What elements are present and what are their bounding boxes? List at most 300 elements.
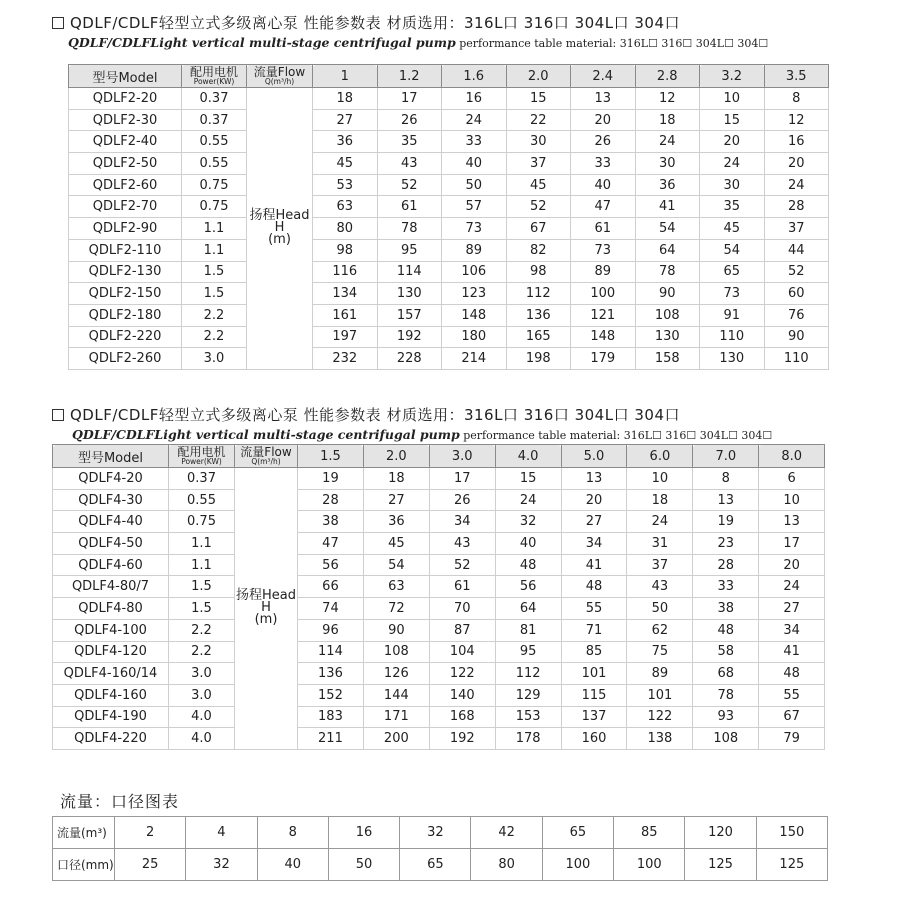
flow-value-header: 1.5	[298, 445, 364, 468]
head-value-cell: 13	[561, 468, 627, 490]
table-row	[69, 174, 829, 196]
head-value-cell: 55	[561, 598, 627, 620]
power-cell: 1.5	[169, 576, 235, 598]
head-value-cell: 90	[635, 283, 700, 305]
model-cell: QDLF2-260	[69, 348, 182, 370]
head-value-cell: 130	[377, 283, 442, 305]
power-cell: 2.2	[169, 619, 235, 641]
head-value-cell: 93	[693, 706, 759, 728]
table-row	[69, 196, 829, 218]
head-value-cell: 41	[635, 196, 700, 218]
table-row	[53, 598, 825, 620]
head-value-cell: 122	[627, 706, 693, 728]
table-row	[53, 706, 825, 728]
head-value-cell: 81	[495, 619, 561, 641]
head-value-cell: 56	[298, 554, 364, 576]
table2-title-text: QDLF/CDLF轻型立式多级离心泵 性能参数表 材质选用：316L口 316口 304L口 304口	[70, 406, 680, 424]
table1-body	[69, 88, 829, 370]
head-value-cell: 122	[429, 663, 495, 685]
model-cell: QDLF2-150	[69, 283, 182, 305]
model-cell: QDLF4-50	[53, 533, 169, 555]
table-row	[53, 619, 825, 641]
table2	[52, 444, 825, 750]
model-cell: QDLF2-20	[69, 88, 182, 110]
caliber-value-cell: 125	[756, 849, 827, 881]
head-value-cell: 110	[764, 348, 829, 370]
table2-title-cn	[52, 404, 842, 425]
caliber-row-label: 口径(mm)	[53, 849, 115, 881]
head-value-cell: 78	[377, 218, 442, 240]
head-value-cell: 65	[700, 261, 765, 283]
flow-value-header: 1.6	[442, 65, 507, 88]
head-value-cell: 67	[506, 218, 571, 240]
flow-header: 流量Flow Q(m³/h)	[235, 445, 298, 468]
head-value-cell: 114	[298, 641, 364, 663]
head-value-cell: 112	[506, 283, 571, 305]
flow-caliber-title: 流量：口径图表	[60, 792, 180, 811]
table-row	[53, 684, 825, 706]
head-value-cell: 126	[363, 663, 429, 685]
head-value-cell: 68	[693, 663, 759, 685]
head-value-cell: 200	[363, 728, 429, 750]
table1-title-cn	[52, 12, 842, 33]
head-value-cell: 8	[764, 88, 829, 110]
head-value-cell: 17	[377, 88, 442, 110]
power-cell: 1.1	[182, 239, 247, 261]
caliber-value-cell: 25	[115, 849, 186, 881]
head-value-cell: 34	[759, 619, 825, 641]
head-value-cell: 108	[363, 641, 429, 663]
table-row	[69, 218, 829, 240]
power-cell: 2.2	[169, 641, 235, 663]
head-value-cell: 74	[298, 598, 364, 620]
power-cell: 0.75	[182, 196, 247, 218]
head-value-cell: 27	[561, 511, 627, 533]
table1-title-en	[52, 35, 842, 50]
head-value-cell: 64	[495, 598, 561, 620]
power-cell: 1.1	[169, 533, 235, 555]
head-value-cell: 148	[571, 326, 636, 348]
head-value-cell: 18	[363, 468, 429, 490]
model-cell: QDLF4-80/7	[53, 576, 169, 598]
power-cell: 2.2	[182, 304, 247, 326]
model-cell: QDLF4-30	[53, 489, 169, 511]
head-value-cell: 27	[313, 109, 378, 131]
table1-section	[52, 12, 842, 50]
head-value-cell: 90	[764, 326, 829, 348]
model-cell: QDLF4-80	[53, 598, 169, 620]
head-value-cell: 161	[313, 304, 378, 326]
head-value-cell: 70	[429, 598, 495, 620]
table-row	[53, 511, 825, 533]
power-cell: 3.0	[169, 684, 235, 706]
head-value-cell: 38	[693, 598, 759, 620]
flow-value-header: 2.4	[571, 65, 636, 88]
head-value-cell: 100	[571, 283, 636, 305]
head-value-cell: 33	[571, 153, 636, 175]
table2-title-en-rest: performance table material: 316L☐ 316☐ 304L☐ 304☐	[459, 429, 773, 442]
head-value-cell: 148	[442, 304, 507, 326]
head-value-cell: 58	[693, 641, 759, 663]
head-value-cell: 80	[313, 218, 378, 240]
head-value-cell: 45	[506, 174, 571, 196]
head-value-cell: 96	[298, 619, 364, 641]
head-value-cell: 18	[313, 88, 378, 110]
flow-value-cell: 42	[471, 817, 542, 849]
head-value-cell: 89	[571, 261, 636, 283]
head-value-cell: 33	[693, 576, 759, 598]
flow-row	[53, 817, 828, 849]
head-value-cell: 20	[561, 489, 627, 511]
head-label-cell	[247, 88, 313, 370]
flow-value-cell: 16	[328, 817, 399, 849]
model-cell: QDLF2-220	[69, 326, 182, 348]
head-value-cell: 232	[313, 348, 378, 370]
head-value-cell: 38	[298, 511, 364, 533]
model-cell: QDLF4-160/14	[53, 663, 169, 685]
flow-value-header: 5.0	[561, 445, 627, 468]
head-value-cell: 20	[764, 153, 829, 175]
head-value-cell: 52	[506, 196, 571, 218]
model-cell: QDLF2-110	[69, 239, 182, 261]
head-value-cell: 30	[506, 131, 571, 153]
head-value-cell: 89	[442, 239, 507, 261]
power-cell: 4.0	[169, 706, 235, 728]
power-cell: 0.55	[182, 153, 247, 175]
caliber-value-cell: 100	[542, 849, 613, 881]
head-value-cell: 104	[429, 641, 495, 663]
head-value-cell: 52	[377, 174, 442, 196]
head-value-cell: 67	[759, 706, 825, 728]
table-row	[69, 88, 829, 110]
head-value-cell: 45	[700, 218, 765, 240]
head-value-cell: 228	[377, 348, 442, 370]
caliber-value-cell: 50	[328, 849, 399, 881]
head-value-cell: 168	[429, 706, 495, 728]
head-value-cell: 17	[429, 468, 495, 490]
caliber-row	[53, 849, 828, 881]
head-value-cell: 114	[377, 261, 442, 283]
table1-title-en-rest: performance table material: 316L☐ 316☐ 304L☐ 304☐	[455, 37, 769, 50]
flow-value-header: 7.0	[693, 445, 759, 468]
power-cell: 1.1	[182, 218, 247, 240]
model-header: 型号Model	[53, 445, 169, 468]
head-value-cell: 101	[627, 684, 693, 706]
head-value-cell: 30	[700, 174, 765, 196]
head-value-cell: 62	[627, 619, 693, 641]
head-value-cell: 48	[759, 663, 825, 685]
head-value-cell: 73	[700, 283, 765, 305]
head-value-cell: 48	[693, 619, 759, 641]
table-row	[69, 261, 829, 283]
head-value-cell: 130	[700, 348, 765, 370]
checkbox-icon	[52, 17, 64, 29]
head-value-cell: 137	[561, 706, 627, 728]
head-value-cell: 115	[561, 684, 627, 706]
head-value-cell: 43	[377, 153, 442, 175]
head-value-cell: 27	[363, 489, 429, 511]
head-value-cell: 183	[298, 706, 364, 728]
head-value-cell: 41	[561, 554, 627, 576]
table1	[68, 64, 829, 370]
head-value-cell: 23	[693, 533, 759, 555]
head-value-cell: 15	[700, 109, 765, 131]
model-cell: QDLF4-190	[53, 706, 169, 728]
flow-value-header: 1.2	[377, 65, 442, 88]
flow-value-header: 4.0	[495, 445, 561, 468]
head-value-cell: 130	[635, 326, 700, 348]
head-value-cell: 52	[764, 261, 829, 283]
table-row	[53, 728, 825, 750]
head-value-cell: 20	[759, 554, 825, 576]
head-value-cell: 24	[495, 489, 561, 511]
table-row	[69, 283, 829, 305]
model-cell: QDLF2-70	[69, 196, 182, 218]
caliber-value-cell: 125	[685, 849, 756, 881]
head-value-cell: 44	[764, 239, 829, 261]
head-value-cell: 13	[693, 489, 759, 511]
head-value-cell: 20	[571, 109, 636, 131]
head-value-cell: 144	[363, 684, 429, 706]
head-value-cell: 85	[561, 641, 627, 663]
head-value-cell: 32	[495, 511, 561, 533]
head-value-cell: 73	[571, 239, 636, 261]
table-row	[53, 576, 825, 598]
head-value-cell: 108	[693, 728, 759, 750]
head-value-cell: 53	[313, 174, 378, 196]
flow-value-cell: 32	[400, 817, 471, 849]
head-value-cell: 12	[635, 88, 700, 110]
table2-section	[52, 404, 842, 442]
model-cell: QDLF4-60	[53, 554, 169, 576]
power-cell: 1.5	[182, 261, 247, 283]
head-value-cell: 16	[442, 88, 507, 110]
head-value-cell: 45	[313, 153, 378, 175]
head-value-cell: 82	[506, 239, 571, 261]
head-value-cell: 24	[759, 576, 825, 598]
head-value-cell: 36	[313, 131, 378, 153]
table1-header-row	[69, 65, 829, 88]
head-value-cell: 48	[495, 554, 561, 576]
head-value-cell: 123	[442, 283, 507, 305]
flow-value-header: 3.2	[700, 65, 765, 88]
head-value-cell: 108	[635, 304, 700, 326]
head-value-cell: 192	[429, 728, 495, 750]
head-value-cell: 18	[635, 109, 700, 131]
model-cell: QDLF4-220	[53, 728, 169, 750]
head-value-cell: 157	[377, 304, 442, 326]
head-value-cell: 26	[571, 131, 636, 153]
caliber-value-cell: 80	[471, 849, 542, 881]
head-value-cell: 36	[635, 174, 700, 196]
head-value-cell: 121	[571, 304, 636, 326]
head-value-cell: 63	[313, 196, 378, 218]
flow-header: 流量Flow Q(m³/h)	[247, 65, 313, 88]
head-value-cell: 158	[635, 348, 700, 370]
model-cell: QDLF2-40	[69, 131, 182, 153]
head-value-cell: 98	[506, 261, 571, 283]
head-value-cell: 33	[442, 131, 507, 153]
head-value-cell: 24	[764, 174, 829, 196]
head-value-cell: 17	[759, 533, 825, 555]
power-cell: 3.0	[169, 663, 235, 685]
head-value-cell: 28	[693, 554, 759, 576]
flow-value-header: 6.0	[627, 445, 693, 468]
flow-value-header: 2.0	[363, 445, 429, 468]
flow-value-header: 8.0	[759, 445, 825, 468]
head-value-cell: 78	[635, 261, 700, 283]
head-value-cell: 34	[429, 511, 495, 533]
power-cell: 0.75	[182, 174, 247, 196]
power-cell: 3.0	[182, 348, 247, 370]
head-value-cell: 27	[759, 598, 825, 620]
head-value-cell: 63	[363, 576, 429, 598]
table-row	[69, 109, 829, 131]
head-value-cell: 98	[313, 239, 378, 261]
head-value-cell: 171	[363, 706, 429, 728]
flow-caliber-table	[52, 816, 828, 881]
head-value-cell: 43	[429, 533, 495, 555]
power-cell: 0.75	[169, 511, 235, 533]
head-label-cell	[235, 468, 298, 750]
model-cell: QDLF4-40	[53, 511, 169, 533]
head-value-cell: 101	[561, 663, 627, 685]
head-value-cell: 211	[298, 728, 364, 750]
table2-title-en	[52, 427, 842, 442]
head-value-cell: 26	[377, 109, 442, 131]
head-value-cell: 30	[635, 153, 700, 175]
head-label: 扬程Head	[236, 588, 296, 604]
head-value-cell: 34	[561, 533, 627, 555]
head-value-cell: 129	[495, 684, 561, 706]
head-value-cell: 31	[627, 533, 693, 555]
model-cell: QDLF2-180	[69, 304, 182, 326]
model-cell: QDLF4-20	[53, 468, 169, 490]
flow-value-cell: 150	[756, 817, 827, 849]
flow-value-cell: 4	[186, 817, 257, 849]
head-value-cell: 28	[298, 489, 364, 511]
head-symbol: H	[261, 600, 271, 616]
head-value-cell: 56	[495, 576, 561, 598]
power-cell: 1.5	[182, 283, 247, 305]
head-value-cell: 24	[635, 131, 700, 153]
table-row	[53, 489, 825, 511]
checkbox-icon	[52, 409, 64, 421]
head-value-cell: 47	[571, 196, 636, 218]
head-value-cell: 71	[561, 619, 627, 641]
flow-value-header: 1	[313, 65, 378, 88]
flow-row-label: 流量(m³)	[53, 817, 115, 849]
head-value-cell: 72	[363, 598, 429, 620]
table1-title-en-bold: QDLF/CDLFLight vertical multi-stage centrifugal pump	[68, 35, 456, 50]
head-value-cell: 52	[429, 554, 495, 576]
head-value-cell: 13	[571, 88, 636, 110]
head-value-cell: 178	[495, 728, 561, 750]
head-value-cell: 138	[627, 728, 693, 750]
power-cell: 1.1	[169, 554, 235, 576]
head-value-cell: 60	[764, 283, 829, 305]
head-value-cell: 95	[377, 239, 442, 261]
head-value-cell: 26	[429, 489, 495, 511]
model-cell: QDLF4-100	[53, 619, 169, 641]
head-value-cell: 197	[313, 326, 378, 348]
model-cell: QDLF2-60	[69, 174, 182, 196]
table-row	[69, 348, 829, 370]
head-value-cell: 18	[627, 489, 693, 511]
head-value-cell: 35	[700, 196, 765, 218]
head-value-cell: 15	[506, 88, 571, 110]
head-value-cell: 47	[298, 533, 364, 555]
table2-title-en-bold: QDLF/CDLFLight vertical multi-stage centrifugal pump	[72, 427, 460, 442]
table2-body	[53, 468, 825, 750]
table2-header-row	[53, 445, 825, 468]
table-row	[53, 663, 825, 685]
head-value-cell: 22	[506, 109, 571, 131]
head-value-cell: 37	[627, 554, 693, 576]
head-value-cell: 10	[700, 88, 765, 110]
power-cell: 0.37	[169, 468, 235, 490]
head-value-cell: 87	[429, 619, 495, 641]
head-value-cell: 43	[627, 576, 693, 598]
head-value-cell: 61	[377, 196, 442, 218]
head-value-cell: 24	[442, 109, 507, 131]
model-cell: QDLF4-120	[53, 641, 169, 663]
flow-value-cell: 8	[257, 817, 328, 849]
table-row	[69, 304, 829, 326]
caliber-value-cell: 65	[400, 849, 471, 881]
head-value-cell: 78	[693, 684, 759, 706]
power-cell: 0.55	[182, 131, 247, 153]
head-value-cell: 37	[764, 218, 829, 240]
power-cell: 0.37	[182, 109, 247, 131]
head-value-cell: 54	[700, 239, 765, 261]
head-value-cell: 214	[442, 348, 507, 370]
head-value-cell: 110	[700, 326, 765, 348]
model-cell: QDLF4-160	[53, 684, 169, 706]
model-cell: QDLF2-30	[69, 109, 182, 131]
model-cell: QDLF2-90	[69, 218, 182, 240]
head-value-cell: 136	[506, 304, 571, 326]
flow-value-cell: 120	[685, 817, 756, 849]
head-value-cell: 50	[627, 598, 693, 620]
head-value-cell: 54	[635, 218, 700, 240]
table-row	[53, 468, 825, 490]
head-value-cell: 179	[571, 348, 636, 370]
head-value-cell: 90	[363, 619, 429, 641]
head-value-cell: 79	[759, 728, 825, 750]
flow-value-header: 3.5	[764, 65, 829, 88]
head-value-cell: 48	[561, 576, 627, 598]
head-value-cell: 95	[495, 641, 561, 663]
head-value-cell: 64	[635, 239, 700, 261]
head-value-cell: 140	[429, 684, 495, 706]
power-header: 配用电机 Power(KW)	[169, 445, 235, 468]
head-value-cell: 73	[442, 218, 507, 240]
caliber-value-cell: 32	[186, 849, 257, 881]
head-value-cell: 153	[495, 706, 561, 728]
head-value-cell: 116	[313, 261, 378, 283]
head-value-cell: 19	[693, 511, 759, 533]
head-value-cell: 91	[700, 304, 765, 326]
head-value-cell: 36	[363, 511, 429, 533]
head-value-cell: 35	[377, 131, 442, 153]
head-value-cell: 54	[363, 554, 429, 576]
power-header: 配用电机 Power(KW)	[182, 65, 247, 88]
head-value-cell: 50	[442, 174, 507, 196]
head-value-cell: 13	[759, 511, 825, 533]
head-value-cell: 112	[495, 663, 561, 685]
head-value-cell: 134	[313, 283, 378, 305]
